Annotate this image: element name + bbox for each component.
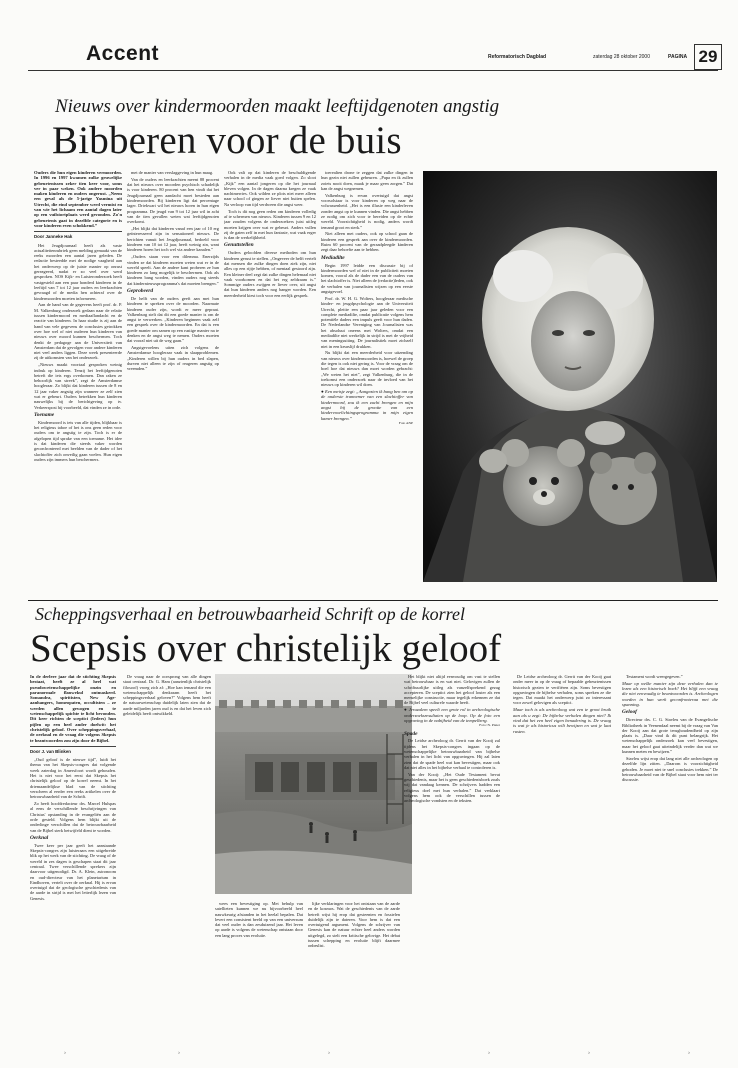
body-paragraph: Twee keer per jaar geeft het aanstaande Skepsis-congres zijn luisteraars een uitgebreide blik op het werk van de stichting. De vraag of de wereld in zes dagen is geschapen staat dit jaar centraal. Twee verschillende sprekers zijn daarvoor uitgenodigd. Dr. A. Klein, astronoom en oud-directeur van het planetarium in Eindhoven, vertelt over de oerknal. Hij is ervan overtuigd dat de geologische geschiedenis van de aarde in strijd is met het letterlijk lezen van Genesis. xyxy=(30,842,116,901)
subhead: Geprobeerd xyxy=(127,288,154,295)
body-paragraph: Valkenburg is ervan overtuigd dat angst voorsolstaar is voor kinderen op weg naar de volwassenheid. „Het is een illusie een kinderleven zonder angst op te kunnen vinden. Die angst hebben ze nodig om zich voor te bereiden op de echte wereld. Voorzichtigheid is nodig, anders wordt iemand groot en sterk.” xyxy=(321,192,413,230)
body-paragraph: Toch is dit nog geen reden om kinderen volledig af te schermen van nieuws. Kinderen tussen 9 en 12 jaar zouden volgens de onderzoekers juist uitleg moeten krijgen over wat er gebeurt. Anders vullen zij de gaten zelf in met hun fantasie, wat vaak erger is dan de werkelijkheid. xyxy=(224,208,316,241)
article1-kicker: Nieuws over kindermoorden maakt leeftijdgenoten angstig xyxy=(55,96,500,117)
article2-column-4 xyxy=(404,674,500,1034)
article1-intro: Ouders die hun eigen kinderen vermoorden. In 1996 en 1997 kwamen zulke gruwelijke gebeurtenissen zeker tien keer voor, soms ver in paar weken. Ook andere moorden maken kinderen en ouders ongerust. „Neem een geval als de 5-jarige Yasmina uit Utrecht, die eind september werd vermist en van wie het lichaam een aantal dagen later op een vuilstortplaats werd gevonden. Zo'n gebeurtenis gaat in dezelfde categorie en is voor kinderen even schokkend.” xyxy=(34,170,122,228)
article1-column-4 xyxy=(321,170,413,580)
body-paragraph: lijke verklaringen voor het ontstaan van de aarde en de kosmos. Wat de geschiedenis van de aarde betreft wijst hij erop dat gesteenten en fossielen duidelijk zijn te dateren. Voor hem is dat een overtuigend argument. Volgens de schrijver van Genesis kan de natuur echter heel anders worden uitgelegd, zo stelt een kritische gelovige. Het debat tussen schepping en evolutie blijft daarmee onbeslist. xyxy=(308,901,400,949)
page-footer xyxy=(28,1050,718,1058)
article2-column-2b xyxy=(215,901,303,1034)
article-divider xyxy=(28,600,718,601)
section-name: Accent xyxy=(86,42,160,65)
article1-column-2 xyxy=(127,170,219,580)
article2-intro: In de derlere jaar dat de stichting Skepsis bestaat, heeft ze al heel wat pseudowetenschappelijke onzin en paranormale flauwekul ontmaskerd. Somandra, spiritisten, New Age-aanhangers, homeopaten, occultisten – ze werden allen gewogen en te wetenschappelijk spichte te licht bevonden. Dit keer richten de sceptici (Ieders) hun pijlen op een heel ander doelwit: het christelijk geloof. Over scheppingsverhaal, de oerknal en de vraag die volgens Skepsis te beantwoorden zou zijn door de Bijbel. xyxy=(30,674,116,743)
photo-caption: ● Een meisje zegt: „Aangezien ik bang ben om op de onderste trannemer van een slachtoffer van kindermoord, zou ik een zucht brengen en mijn angst bij de grootte van een kindervoorlichtingsprogramma in mijn eigen kamer brengen.” Foto ANP xyxy=(321,389,413,425)
body-paragraph: De Leidse archeoloog dr. Gerrit van der Kooij gaat onder meer in op de vraag of bepaalde gebeurtenissen historisch gezien te verifiëren zijn. Soms bevestigen opgravingen de bijbelse verhalen, soms spreken ze die tegen. Dat maakt het onderwerp juist zo interessant voor zowel gelovigen als sceptici. xyxy=(513,674,611,706)
article1-headline: Bibberen voor de buis xyxy=(52,119,402,162)
article1-column-3 xyxy=(224,170,316,580)
body-paragraph: Prof. dr. W. H. G. Wolters, hoogleraar medische kinder- en jeugdpsychologie aan de Universiteit Utrecht, pleitte een paar jaar geleden voor een complete mediadilte, omdat publicatie volgens hem potentiële daders een impuls geeft voor hun daden. De Nederlandse Vereniging van Journalisten was het absoluut oneens met Wolters, omdat een mediadilte niet werkelijk in strijd is met de vrijheid van meningsuiting. De journalistiek moet zichzelf niet in een keurslijf drukken. xyxy=(321,295,413,349)
body-paragraph: Niet alleen met ouders, ook op school gaan de kinderen een gesprek aan over de kindermoorden. Ruim 60 procent van de geraadpleegde kinderen zegt daar behoefte aan te hebben. xyxy=(321,231,413,253)
body-paragraph: Stavleu wijst erop dat lang niet alle archeologen op dezelfde lijn zitten. „Daarom is voorzichtigheid geboden. Je moet niet te snel conclusies trekken.” De betrouwbaarheid van de Bijbel staat voor hem niet ter discussie. xyxy=(622,755,718,783)
girl-teddy-photo xyxy=(423,171,717,582)
photo-credit: Foto: N. Pieter xyxy=(479,723,500,728)
excavation-photo xyxy=(215,674,412,894)
body-paragraph-italic: Maar toch is als archeoloog wat een te groot bruik aan als u zegt: De bijbelse verhalen dingen niet? Ik vind dat het een heel eigen benadering is. De vraag is wat je als historicus wilt bewijzen en wat je laat rusten. xyxy=(513,707,611,734)
body-paragraph: Van der Kooij: „Het Oude Testament bevat geschiedenis, maar het is geen geschiedenisboek zoals wij dat vandaag kennen. De schrijvers hadden een religieus doel met hun verhalen.” Dat verklaart volgens hem ook de verschillen tussen de archeologische vondsten en de teksten. xyxy=(404,771,500,804)
subhead: Mediadilte xyxy=(321,254,345,261)
body-paragraph: De Leidse archeoloog dr. Gerrit van der Kooij zal tijdens het Skepsis-congres ingaan op de wetenschappelijke betrouwbaarheid van bijbelse verhalen in het licht van opgravingen. Hij zal laten zien dat de spade heel wat kan bevestigen, maar ook dat niet alles in het bijbelse verhaal te controleren is. xyxy=(404,738,500,770)
photo-credit: Foto ANP xyxy=(398,420,413,425)
article1-byline: Door Janneke Hak xyxy=(34,231,122,239)
article2-column-1 xyxy=(30,674,116,1034)
body-paragraph: Het blijkt niet altijd eenvoudig om vast te stellen wat betrouwbaar is en wat niet. Gelovigen zullen de schriftuurlijke uitleg als vanzelfsprekend gezag accepteren. De sceptici zien het geloof louter als een menselijke constructie, maar tegelijk erkennen ze dat de Bijbel veel culturele waarde heeft. xyxy=(404,674,500,706)
body-paragraph: „Oud geloof is de nieuwe tijd”, luidt het thema van het Skepsis-congres dat volgende week zaterdag in Amersfoort wordt gehouden. Het is niet voor het eerst dat Skepsis het christelijk geloof op de korrel neemt. In het driemaandelijkse blad van de stichting verscheen al eerder een reeks artikelen over de betrouwbaarheid van de Schrift. xyxy=(30,757,116,800)
photo-caption-text: Jeruzalem speelt een grote rol in archeologische onderzoeksresultaten op de loop. Op de foto een opgraving in de nabijheid van de tempelberg. xyxy=(404,707,500,723)
body-paragraph: Kindermoord is iets van alle tijden, blijkbaar is het religieus taboe of het is ons geen reden voor ouders om te angstig te zijn. Toch is er de afgelopen tijd sprake van een toename. Het idee is dat kinderen die steeds vaker worden geconfronteerd met beelden van de dader of het slachtoffer zich onveilig gaan voelen. Hun eigen ouders zijn immers hun beschermers. xyxy=(34,419,122,462)
registration-mark: › xyxy=(64,1050,66,1056)
article2-headline: Scepsis over christelijk geloof xyxy=(30,627,502,670)
body-paragraph: „Ouders staan voor een dilemma. Enerzijds vinden ze dat kinderen moeten weten wat er in de wereld speelt. Aan de andere kant proberen ze hun kinderen zo lang mogelijk te beschermen. Ook als kinderen bang worden, vinden ouders nog steeds dat kindernieuwsprogramma's dat moeten brengen.” xyxy=(127,254,219,286)
body-paragraph: Zo heeft hoofdredacteur drs. Marcel Hulspas al eens de verschillende beschrijvingen van Christus' opstanding in de evangeliën aan de orde gesteld. Volgens hem blijkt uit de onderlinge verschillen dat de betrouwbaarheid van de Bijbel sterk betwijfeld dient te worden. xyxy=(30,801,116,833)
body-paragraph: De helft van de ouders geeft aan met hun kinderen te spreken over de moorden. Naarmate kinderen ouder zijn, wordt er meer gepraat. Valkenburg stelt dat dit een goede manier is om de angst te verwerken. „Kinderen beginnen vaak zelf een gesprek over de kindermoorden. En dat is een goede manier om samen op een rustige manier na te denken en de angst weg te nemen. Ouders moeten dat vooral niet uit de weg gaan.” xyxy=(127,295,219,344)
page-label: PAGINA xyxy=(668,54,688,60)
photo-caption: ● Jeruzalem speelt een grote rol in archeologische onderzoeksresultaten op de loop. Op de foto een opgraving in de nabijheid van de tempelberg. Foto: N. Pieter xyxy=(404,707,500,728)
article2-column-5 xyxy=(513,674,611,1034)
subhead: Oerknal xyxy=(30,834,49,841)
article1-column-1 xyxy=(34,170,122,580)
article2-column-2 xyxy=(123,674,211,844)
body-paragraph: „Het blijkt dat kinderen vanaf een jaar of 10 erg geïnteresseerd zijn in sensationeel nieuws. De berichten vanuit het Jeugdjournaal, bedoeld voor kinderen van 10 tot 12 jaar, heeft weinig zin, want kinderen horen het toch wel via andere kanalen.” xyxy=(127,226,219,253)
body-paragraph: Angstgevoelens uiten zich volgens de Amsterdamse hoogleraar vaak in slaapproblemen. „Kinderen willen bij hun ouders in bed slapen, durven niet alleen te zijn of reageren angstig op vreemden.” xyxy=(127,345,219,372)
registration-mark: › xyxy=(328,1050,330,1056)
body-paragraph: Aan de hand van de gegevens heeft prof. dr. P. M. Valkenburg onderzoek gedaan naar de relatie tussen kindermoord en mediaaflandacht en de reactie van kinderen. In haar studie is zij aan de hand van vele gegevens de conclusies getrokken over hoe wel of niet ouderen hun kinderen van nieuws over moord kunnen beschermen. Toch denkt de pedagoge aan de Universiteit van Amsterdam dat de gevolgen voor andere kinderen niet veel anders liggen. Deze week presenteerde zij de uitkomsten van het onderzoek. xyxy=(34,302,122,361)
page-number: 29 xyxy=(694,44,722,70)
body-paragraph: Van de ouders en leerkrachten meent 88 procent dat het nieuws over moorden psychisch schadelijk is voor kinderen. 80 procent van hen vindt dat het Jeugdjournaal geen aandacht moet besteden aan kindermoorden. Bij kinderen ligt dat percentage lager. Driekwart wil het nieuws horen in hun eigen programma. De jeugd van 9 tot 12 jaar wil in acht van de tien gevallen weten wat leeftijdgenoten overkomt. xyxy=(127,176,219,225)
body-paragraph: wees een bevestiging op. Met behulp van satellieten kunnen we nu bijvoorbeeld heel nauwkeurig afstanden in het heelal bepalen. Dat levert een consistent beeld op van een universum dat veel ouder is dan zesduizend jaar. Het leven op aarde is volgens de wetenschap ontstaan door een lang proces van evolutie. xyxy=(215,901,303,938)
body-paragraph-italic: Maar op welke manier zijn deze verhalen dan te lezen als een historisch boek? Het blijft een vraag die niet eenvoudig te beantwoorden is. Archeologen worden in hun werk geconfronteraa met die spanning. xyxy=(622,680,718,708)
body-paragraph: met de manier van verslaggeving in hun maag. xyxy=(131,170,214,175)
paper-name: Reformatorisch Dagblad xyxy=(488,54,547,60)
body-paragraph: Ouders geloofden diverse methoden om hun kinderen gerust te stellen. „Ongeveer de helft vertelt dat mensen die zulke dingen doen ziek zijn, niet alles op een rijtje hebben, of mentaal gestoord zijn. Een kleiner deel zegt dat zulke dingen helemaal niet vaak voorkomen en dat het erg zeldzaam is.” Sommige ouders zwijgen er liever over, uit angst dat hun kinderen anders nog banger worden. Een meerderheid kiest toch voor een eerlijk gesprek. xyxy=(224,250,316,298)
body-paragraph: Begin 1997 leidde een discussie bij of kindermoorden wel of niet in de publiciteit moeten komen, vooral als de dader een van de ouders van het slachtoffer is. Niet alleen de (redactie)leden, ook de verhalen van journalisten wijzen op een eerste angstgevoel. xyxy=(321,262,413,295)
body-paragraph: Ook valt op dat kinderen de beschuldigende verhalen in de media vaak goed volgen. Zo sloot „Kijk” een aantal jongeren op die het journaal bleven volgen. In de dagen daarna kregen ze vaak nachtmerries. Ook wilden ze plots niet meer alleen naar school of gingen ze liever niet buiten spelen. Na verloop van tijd verdween die angst weer. xyxy=(224,170,316,207)
article2-byline: Door J. van Blinken xyxy=(30,746,116,754)
body-paragraph: Directeur drs. C. G. Stavleu van de Evangelische Bibliotheek in Veenendaal neemt bij de vraag van Van der Kooij aan dat grote terughoudendheid op zijn plaats is. „Daar vind ik dit punt belangrijk. Het wetenschappelijk onderzoek kan veel bevestigen, maar het geloof gaat uiteindelijk verder dan wat we kunnen meten en bewijzen.” xyxy=(622,717,718,755)
body-paragraph: „Nieuws maakt voortaal gesproken weinig indruk op kinderen. Tenzij het leeftijdgenoten betreft die iets ergs overkomen. Dan raken ze behoorlijk van streek”, zegt de Amsterdamse hoogleraar. Zo blijkt dat kinderen tussen de 8 en 12 jaar vaker angstig zijn wanneer ze zelf zien wat er gebeurt. Ouders betrekken hun kinderen nauwelijks bij de berichtgeving op tv. Verkeerspost hij voorbeeld, dat vinden ze in orde. xyxy=(34,362,122,410)
registration-mark: › xyxy=(688,1050,690,1056)
article2-column-6 xyxy=(622,674,718,1034)
issue-date: zaterdag 28 oktober 2000 xyxy=(593,54,650,60)
article2-column-3 xyxy=(308,901,400,1034)
subhead: Toename xyxy=(34,411,55,418)
registration-mark: › xyxy=(178,1050,180,1056)
girl-teddy-photo-image xyxy=(423,171,717,582)
body-paragraph: De vraag naar de oorsprong van alle dingen staat centraal. Dr. G. Ham (aanzienlijk christelijk filosoof) vroeg zich af: „Hoe kan iemand die een wetenschappelijk denkraam heeft het scheppingsverhaal geloven?” Volgens hem heeft de natuurwetenschap duidelijk laten zien dat de aarde miljarden jaren oud is en dat het leven zich geleidelijk heeft ontwikkeld. xyxy=(123,674,211,717)
body-paragraph: Testament wordt weergegeven.” xyxy=(626,674,683,679)
article2-kicker: Scheppingsverhaal en betrouwbaarheid Schrift op de korrel xyxy=(35,604,465,624)
registration-mark: › xyxy=(588,1050,590,1056)
subhead: Spade xyxy=(404,730,418,737)
body-paragraph: toerealten drone te zeggen dat zulke dingen in hun gezin niet zullen gebeuren. „Papa en ik zullen zoiets nooit doen, maak je maar geen zorgen.” Dat kan de angst wegnemen. xyxy=(321,170,413,191)
subhead: Genuttstellen xyxy=(224,242,254,249)
photo-caption-text: Een meisje zegt: „Aangezien ik bang ben om op de onderste trannemer van een slachtoffer van kindermoord, zou ik een zucht brengen en mijn angst bij de grootte van een kindervoorlichtingsprogramma in mijn eigen kamer brengen.” xyxy=(321,389,413,421)
body-paragraph: Nu blijkt dat een meerderheid voor uitzending van nieuws over kindermoorden is, hoewel de groep die tegen is ook niet gering is. Voor de vraag om de boel hoe dat nieuws dan moet worden gebracht: „We weten het niet”, zegt Valkenburg, die in de toekomst een onderzoek naar de invloed van het nieuws op kinderen wil doen. xyxy=(321,350,413,388)
excavation-photo-image xyxy=(215,674,412,894)
body-paragraph: Het Jeugdjournaal heeft als vaste actualiteitenrubriek geen melding gemaakt van de reeks moorden een aantal jaren geleden. De redactie besteedde met de nodige vaagheid aan het onderwerp op de juiste manier op onrust gereageerd, nadat er zo veel over werd gesproken. NOS Kijk- en Luisteronderzoek heeft vastgesteld aan een paar honderd kinderen in de leeftijd van 7 tot 12 jaar ouders en leerkrachten gevraagd of de media hen achteraf over de kindermoorden moeten informeren. xyxy=(34,242,122,301)
registration-mark: › xyxy=(488,1050,490,1056)
masthead xyxy=(28,44,718,71)
subhead: Geloof xyxy=(622,709,637,716)
